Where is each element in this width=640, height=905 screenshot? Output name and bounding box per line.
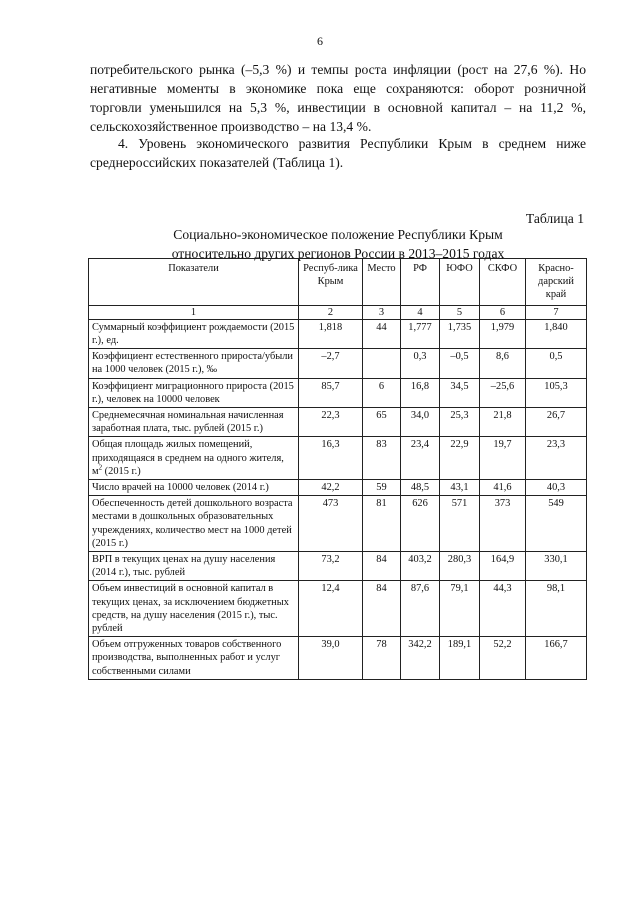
table-cell: 6	[363, 378, 401, 407]
table-cell: 22,9	[440, 437, 480, 480]
table-body	[89, 319, 587, 679]
table-cell: 44	[363, 319, 401, 348]
table-row	[89, 637, 587, 680]
column-header: РФ	[401, 259, 440, 306]
column-header: ЮФО	[440, 259, 480, 306]
table-cell: –0,5	[440, 349, 480, 378]
row-label-superscript: 2	[98, 463, 103, 472]
column-header: Респуб-лика Крым	[299, 259, 363, 306]
row-label: Суммарный коэффициент рождаемости (2015 г.), ед.	[89, 319, 299, 348]
table-cell: 43,1	[440, 480, 480, 496]
table-cell: 342,2	[401, 637, 440, 680]
column-header: СКФО	[480, 259, 526, 306]
table-cell: 105,3	[526, 378, 587, 407]
row-label: ВРП в текущих ценах на душу населения (2014 г.), тыс. рублей	[89, 552, 299, 581]
table-row	[89, 437, 587, 480]
table-cell: 48,5	[401, 480, 440, 496]
row-label: Коэффициент естественного прироста/убыли на 1000 человек (2015 г.), ‰	[89, 349, 299, 378]
row-label-tail: (2015 г.)	[102, 465, 141, 477]
table-title-line-2: относительно других регионов России в 2013–2015 годах	[171, 246, 505, 261]
table-cell: 8,6	[480, 349, 526, 378]
column-header: Красно-дарский край	[526, 259, 587, 306]
table-cell: 23,3	[526, 437, 587, 480]
table-cell: 59	[363, 480, 401, 496]
table-cell: 164,9	[480, 552, 526, 581]
page-number: 6	[317, 34, 323, 48]
table-row	[89, 480, 587, 496]
table-cell: 22,3	[299, 408, 363, 437]
table-cell: 40,3	[526, 480, 587, 496]
column-index-cell: 4	[401, 305, 440, 319]
row-label: Обеспеченность детей дошкольного возраста местами в дошкольных образовательных учреждениях, количество мест на 1000 детей (2015 г.)	[89, 496, 299, 552]
column-index-cell: 2	[299, 305, 363, 319]
table-cell: 330,1	[526, 552, 587, 581]
column-header: Место	[363, 259, 401, 306]
column-index-cell: 3	[363, 305, 401, 319]
table-row	[89, 496, 587, 552]
table-row	[89, 349, 587, 378]
paragraph-1: потребительского рынка (–5,3 %) и темпы роста инфляции (рост на 27,6 %). Но негативные моменты в экономике пока еще сохраняются: оборот розничной торговли уменьшился на 5,3 %, инвестиции в основной капитал – на 11,2 %, сельскохозяйственное производство – на 13,4 %.	[90, 62, 586, 134]
table-cell: 81	[363, 496, 401, 552]
table-cell: 1,979	[480, 319, 526, 348]
table-cell: 280,3	[440, 552, 480, 581]
column-index-cell: 1	[89, 305, 299, 319]
table-cell: 189,1	[440, 637, 480, 680]
table-cell: 166,7	[526, 637, 587, 680]
table-cell: 373	[480, 496, 526, 552]
table-cell: –25,6	[480, 378, 526, 407]
table-cell: 34,0	[401, 408, 440, 437]
table-cell: 84	[363, 581, 401, 637]
table-cell: 87,6	[401, 581, 440, 637]
table-cell: 1,735	[440, 319, 480, 348]
table-cell: 85,7	[299, 378, 363, 407]
table-cell: 0,3	[401, 349, 440, 378]
table-cell: 52,2	[480, 637, 526, 680]
table-cell: 84	[363, 552, 401, 581]
column-index-cell: 6	[480, 305, 526, 319]
table-cell: 34,5	[440, 378, 480, 407]
table-cell: 571	[440, 496, 480, 552]
table-cell: 73,2	[299, 552, 363, 581]
table-cell: –2,7	[299, 349, 363, 378]
table-cell: 0,5	[526, 349, 587, 378]
row-label: Объем инвестиций в основной капитал в текущих ценах, за исключением бюджетных средств, на душу населения (2015 г.), тыс. рублей	[89, 581, 299, 637]
column-header-indicators: Показатели	[89, 259, 299, 306]
table-cell: 78	[363, 637, 401, 680]
table-cell: 549	[526, 496, 587, 552]
table-cell: 12,4	[299, 581, 363, 637]
table-row	[89, 581, 587, 637]
table-header-row	[89, 259, 587, 306]
table-row	[89, 378, 587, 407]
table-cell	[363, 349, 401, 378]
table-row	[89, 552, 587, 581]
row-label-main: Общая площадь жилых помещений, приходящаяся в среднем на одного жителя, м	[92, 439, 284, 477]
table-cell: 1,840	[526, 319, 587, 348]
table-cell: 79,1	[440, 581, 480, 637]
table-cell: 23,4	[401, 437, 440, 480]
table-cell: 41,6	[480, 480, 526, 496]
table-title-line-1: Социально-экономическое положение Республики Крым	[173, 227, 503, 242]
column-index-cell: 7	[526, 305, 587, 319]
table-cell: 626	[401, 496, 440, 552]
row-label	[89, 437, 299, 480]
table-cell: 1,777	[401, 319, 440, 348]
row-label: Число врачей на 10000 человек (2014 г.)	[89, 480, 299, 496]
paragraph-2: 4. Уровень экономического развития Республики Крым в среднем ниже среднероссийских показателей (Таблица 1).	[90, 136, 586, 170]
table-cell: 19,7	[480, 437, 526, 480]
row-label: Коэффициент миграционного прироста (2015 г.), человек на 10000 человек	[89, 378, 299, 407]
table-cell: 65	[363, 408, 401, 437]
table-cell: 44,3	[480, 581, 526, 637]
row-label: Среднемесячная номинальная начисленная заработная плата, тыс. рублей (2015 г.)	[89, 408, 299, 437]
table-cell: 403,2	[401, 552, 440, 581]
table-cell: 25,3	[440, 408, 480, 437]
table-cell: 21,8	[480, 408, 526, 437]
indicators-table	[88, 258, 587, 680]
table-cell: 1,818	[299, 319, 363, 348]
table-index-row	[89, 305, 587, 319]
table-cell: 16,8	[401, 378, 440, 407]
table-cell: 16,3	[299, 437, 363, 480]
column-index-cell: 5	[440, 305, 480, 319]
table-row	[89, 408, 587, 437]
table-cell: 42,2	[299, 480, 363, 496]
table-cell: 473	[299, 496, 363, 552]
table-row	[89, 319, 587, 348]
table-cell: 26,7	[526, 408, 587, 437]
table-cell: 98,1	[526, 581, 587, 637]
table-cell: 39,0	[299, 637, 363, 680]
table-cell: 83	[363, 437, 401, 480]
row-label: Объем отгруженных товаров собственного производства, выполненных работ и услуг собственными силами	[89, 637, 299, 680]
table-caption: Таблица 1	[525, 211, 584, 226]
